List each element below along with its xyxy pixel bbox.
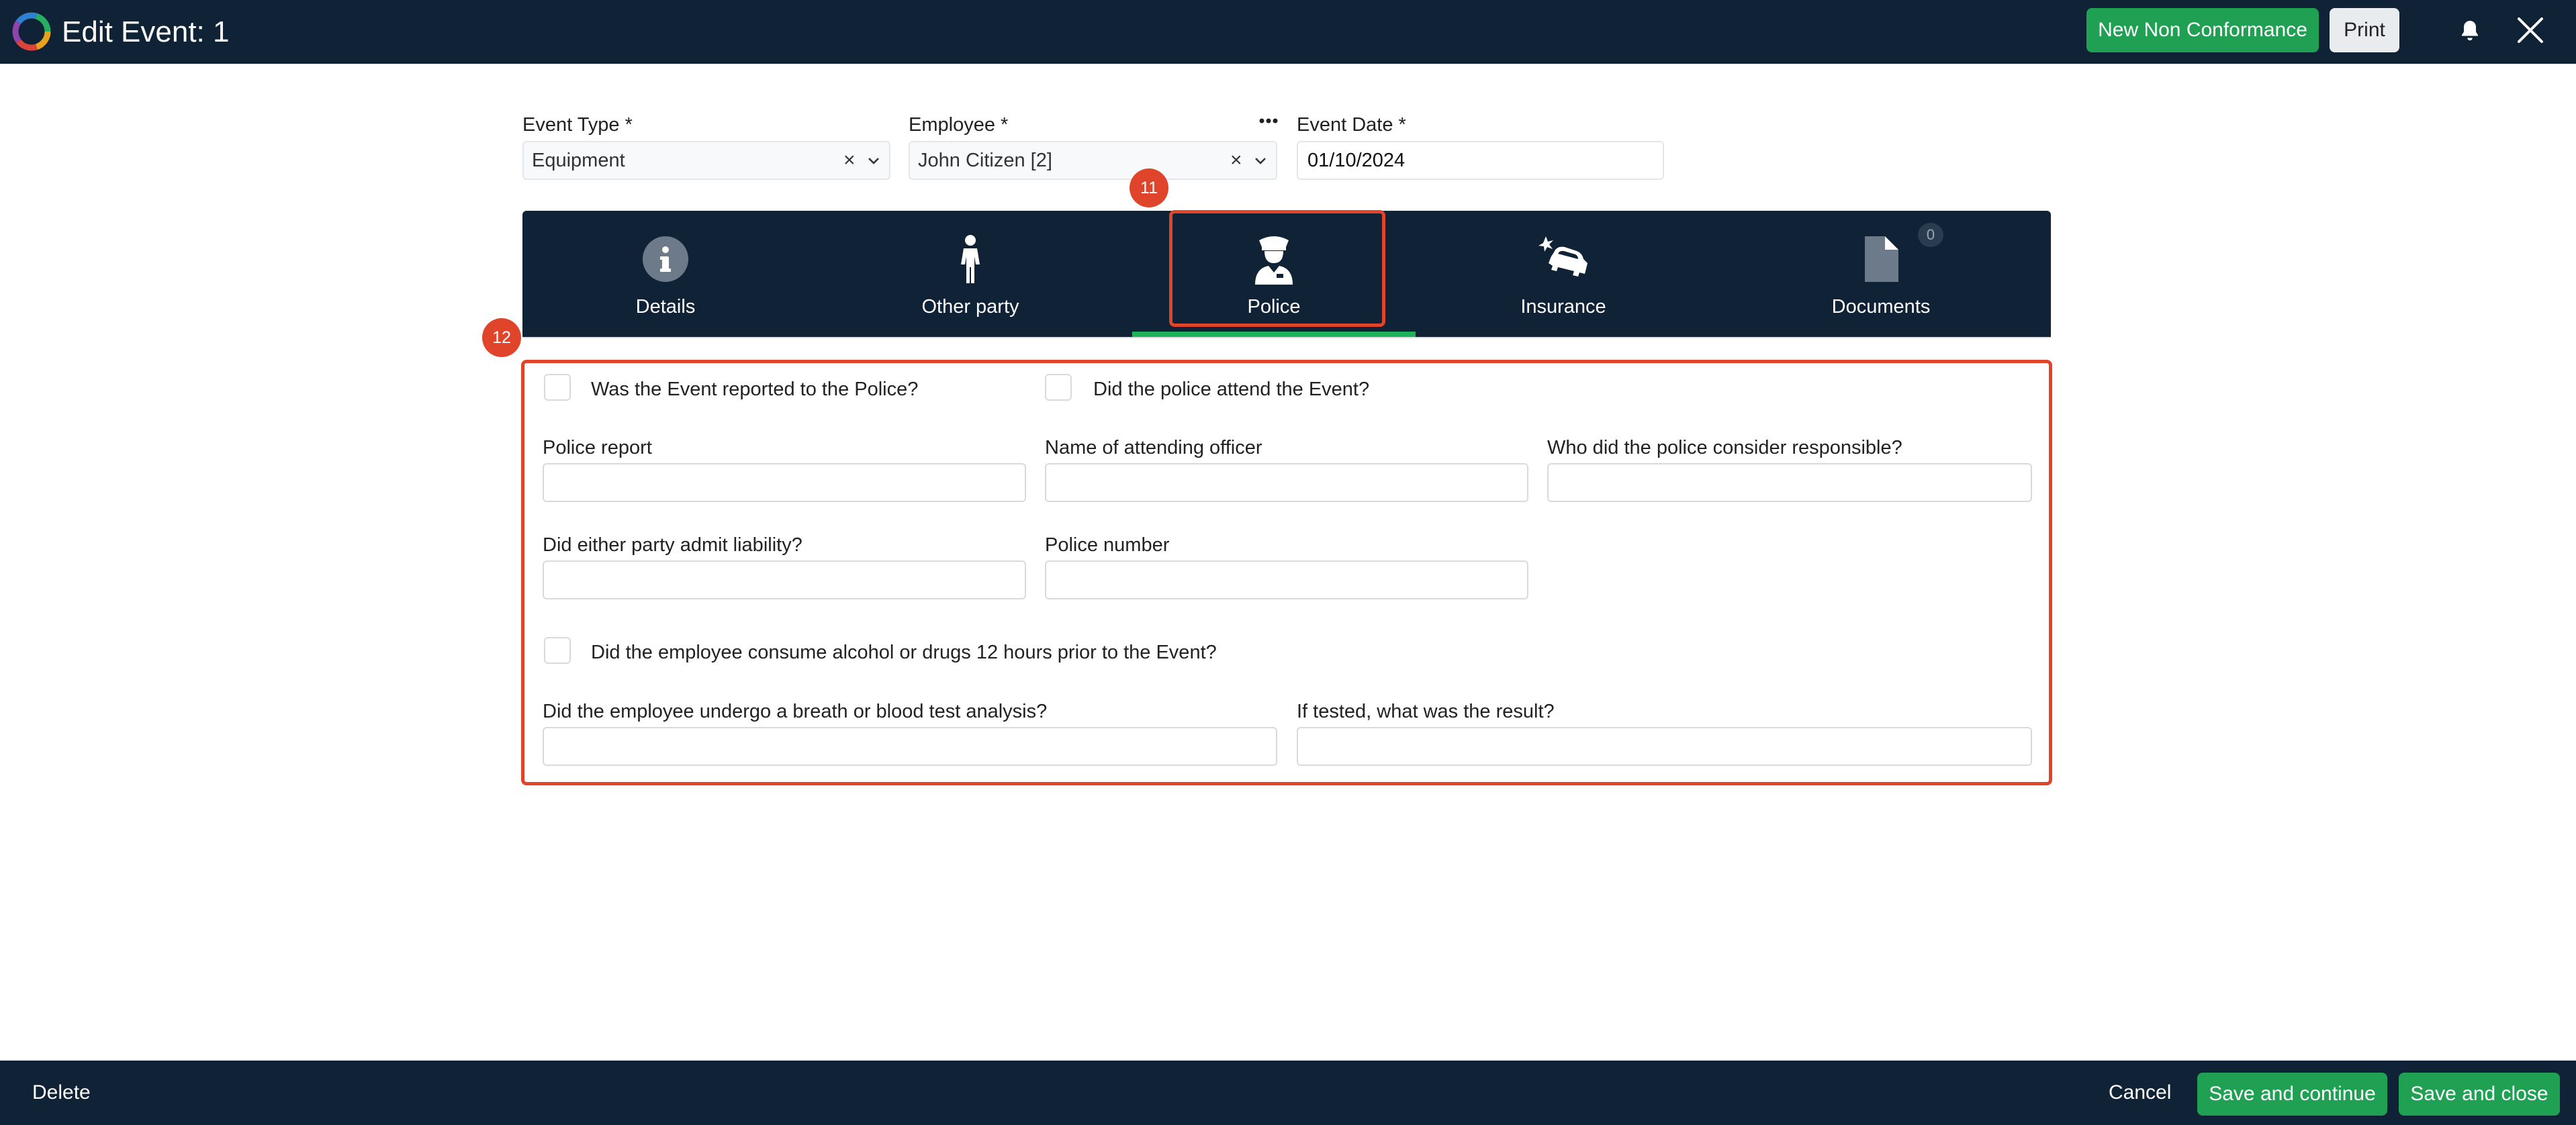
event-type-select[interactable] [522,141,890,180]
event-date-input[interactable] [1297,141,1664,180]
responsible-input[interactable] [1547,463,2032,502]
tab-documents[interactable] [1711,211,2051,337]
documents-count-badge: 0 [1918,223,1943,247]
police-tab-highlight [1169,210,1385,327]
employee-value: John Citizen [2] [918,150,1052,171]
cancel-button[interactable]: Cancel [2109,1081,2172,1104]
employee-label: Employee * [909,114,1009,136]
event-date-label: Event Date * [1297,114,1406,136]
top-bar [0,0,2576,64]
bell-icon[interactable] [2458,19,2482,43]
active-tab-indicator [1132,332,1416,337]
more-options-icon[interactable] [1258,117,1279,125]
breath-blood-test-label: Did the employee undergo a breath or blood test analysis? [543,701,1048,722]
police-report-input[interactable] [543,463,1026,502]
alcohol-drugs-checkbox[interactable] [544,637,571,664]
clear-icon[interactable]: × [1230,149,1242,171]
tab-police-label: Police [1247,296,1301,317]
alcohol-drugs-label: Did the employee consume alcohol or drugs 12 hours prior to the Event? [591,642,1217,663]
test-result-label: If tested, what was the result? [1297,701,1555,722]
liability-label: Did either party admit liability? [543,534,802,556]
responsible-label: Who did the police consider responsible? [1547,437,1902,458]
tab-other-party[interactable] [809,211,1132,337]
print-button[interactable]: Print [2330,8,2399,52]
tab-details[interactable] [522,211,809,337]
employee-select[interactable] [909,141,1277,180]
info-icon [639,232,692,286]
save-and-continue-button[interactable]: Save and continue [2197,1073,2387,1116]
car-crash-icon [1536,232,1590,286]
tabs-divider [522,337,2051,338]
tab-documents-label: Documents [1831,296,1931,317]
close-icon[interactable] [2515,15,2546,46]
save-and-close-button[interactable]: Save and close [2399,1073,2560,1116]
police-number-input[interactable] [1045,560,1528,599]
police-number-label: Police number [1045,534,1170,556]
chevron-down-icon[interactable] [1253,154,1268,168]
test-result-input[interactable] [1297,727,2032,766]
event-type-label: Event Type * [522,114,633,136]
attending-officer-input[interactable] [1045,463,1528,502]
document-icon [1854,232,1908,286]
police-report-label: Police report [543,437,652,458]
tab-insurance[interactable] [1416,211,1711,337]
reported-to-police-label: Was the Event reported to the Police? [591,379,919,400]
delete-button[interactable]: Delete [32,1081,91,1104]
reported-to-police-checkbox[interactable] [544,374,571,401]
person-icon [944,232,997,286]
bottom-bar [0,1061,2576,1125]
app-logo [9,9,54,54]
tab-insurance-label: Insurance [1520,296,1606,317]
clear-icon[interactable]: × [843,149,856,171]
chevron-down-icon[interactable] [866,154,881,168]
new-non-conformance-button[interactable]: New Non Conformance [2086,8,2319,52]
page-title: Edit Event: 1 [62,15,230,48]
police-attended-label: Did the police attend the Event? [1093,379,1370,400]
event-type-value: Equipment [532,150,625,171]
breath-blood-test-input[interactable] [543,727,1277,766]
annotation-marker: 12 [482,318,521,357]
tab-other-party-label: Other party [921,296,1019,317]
tab-details-label: Details [635,296,696,317]
annotation-marker: 11 [1130,168,1168,207]
police-attended-checkbox[interactable] [1045,374,1072,401]
liability-input[interactable] [543,560,1026,599]
attending-officer-label: Name of attending officer [1045,437,1262,458]
